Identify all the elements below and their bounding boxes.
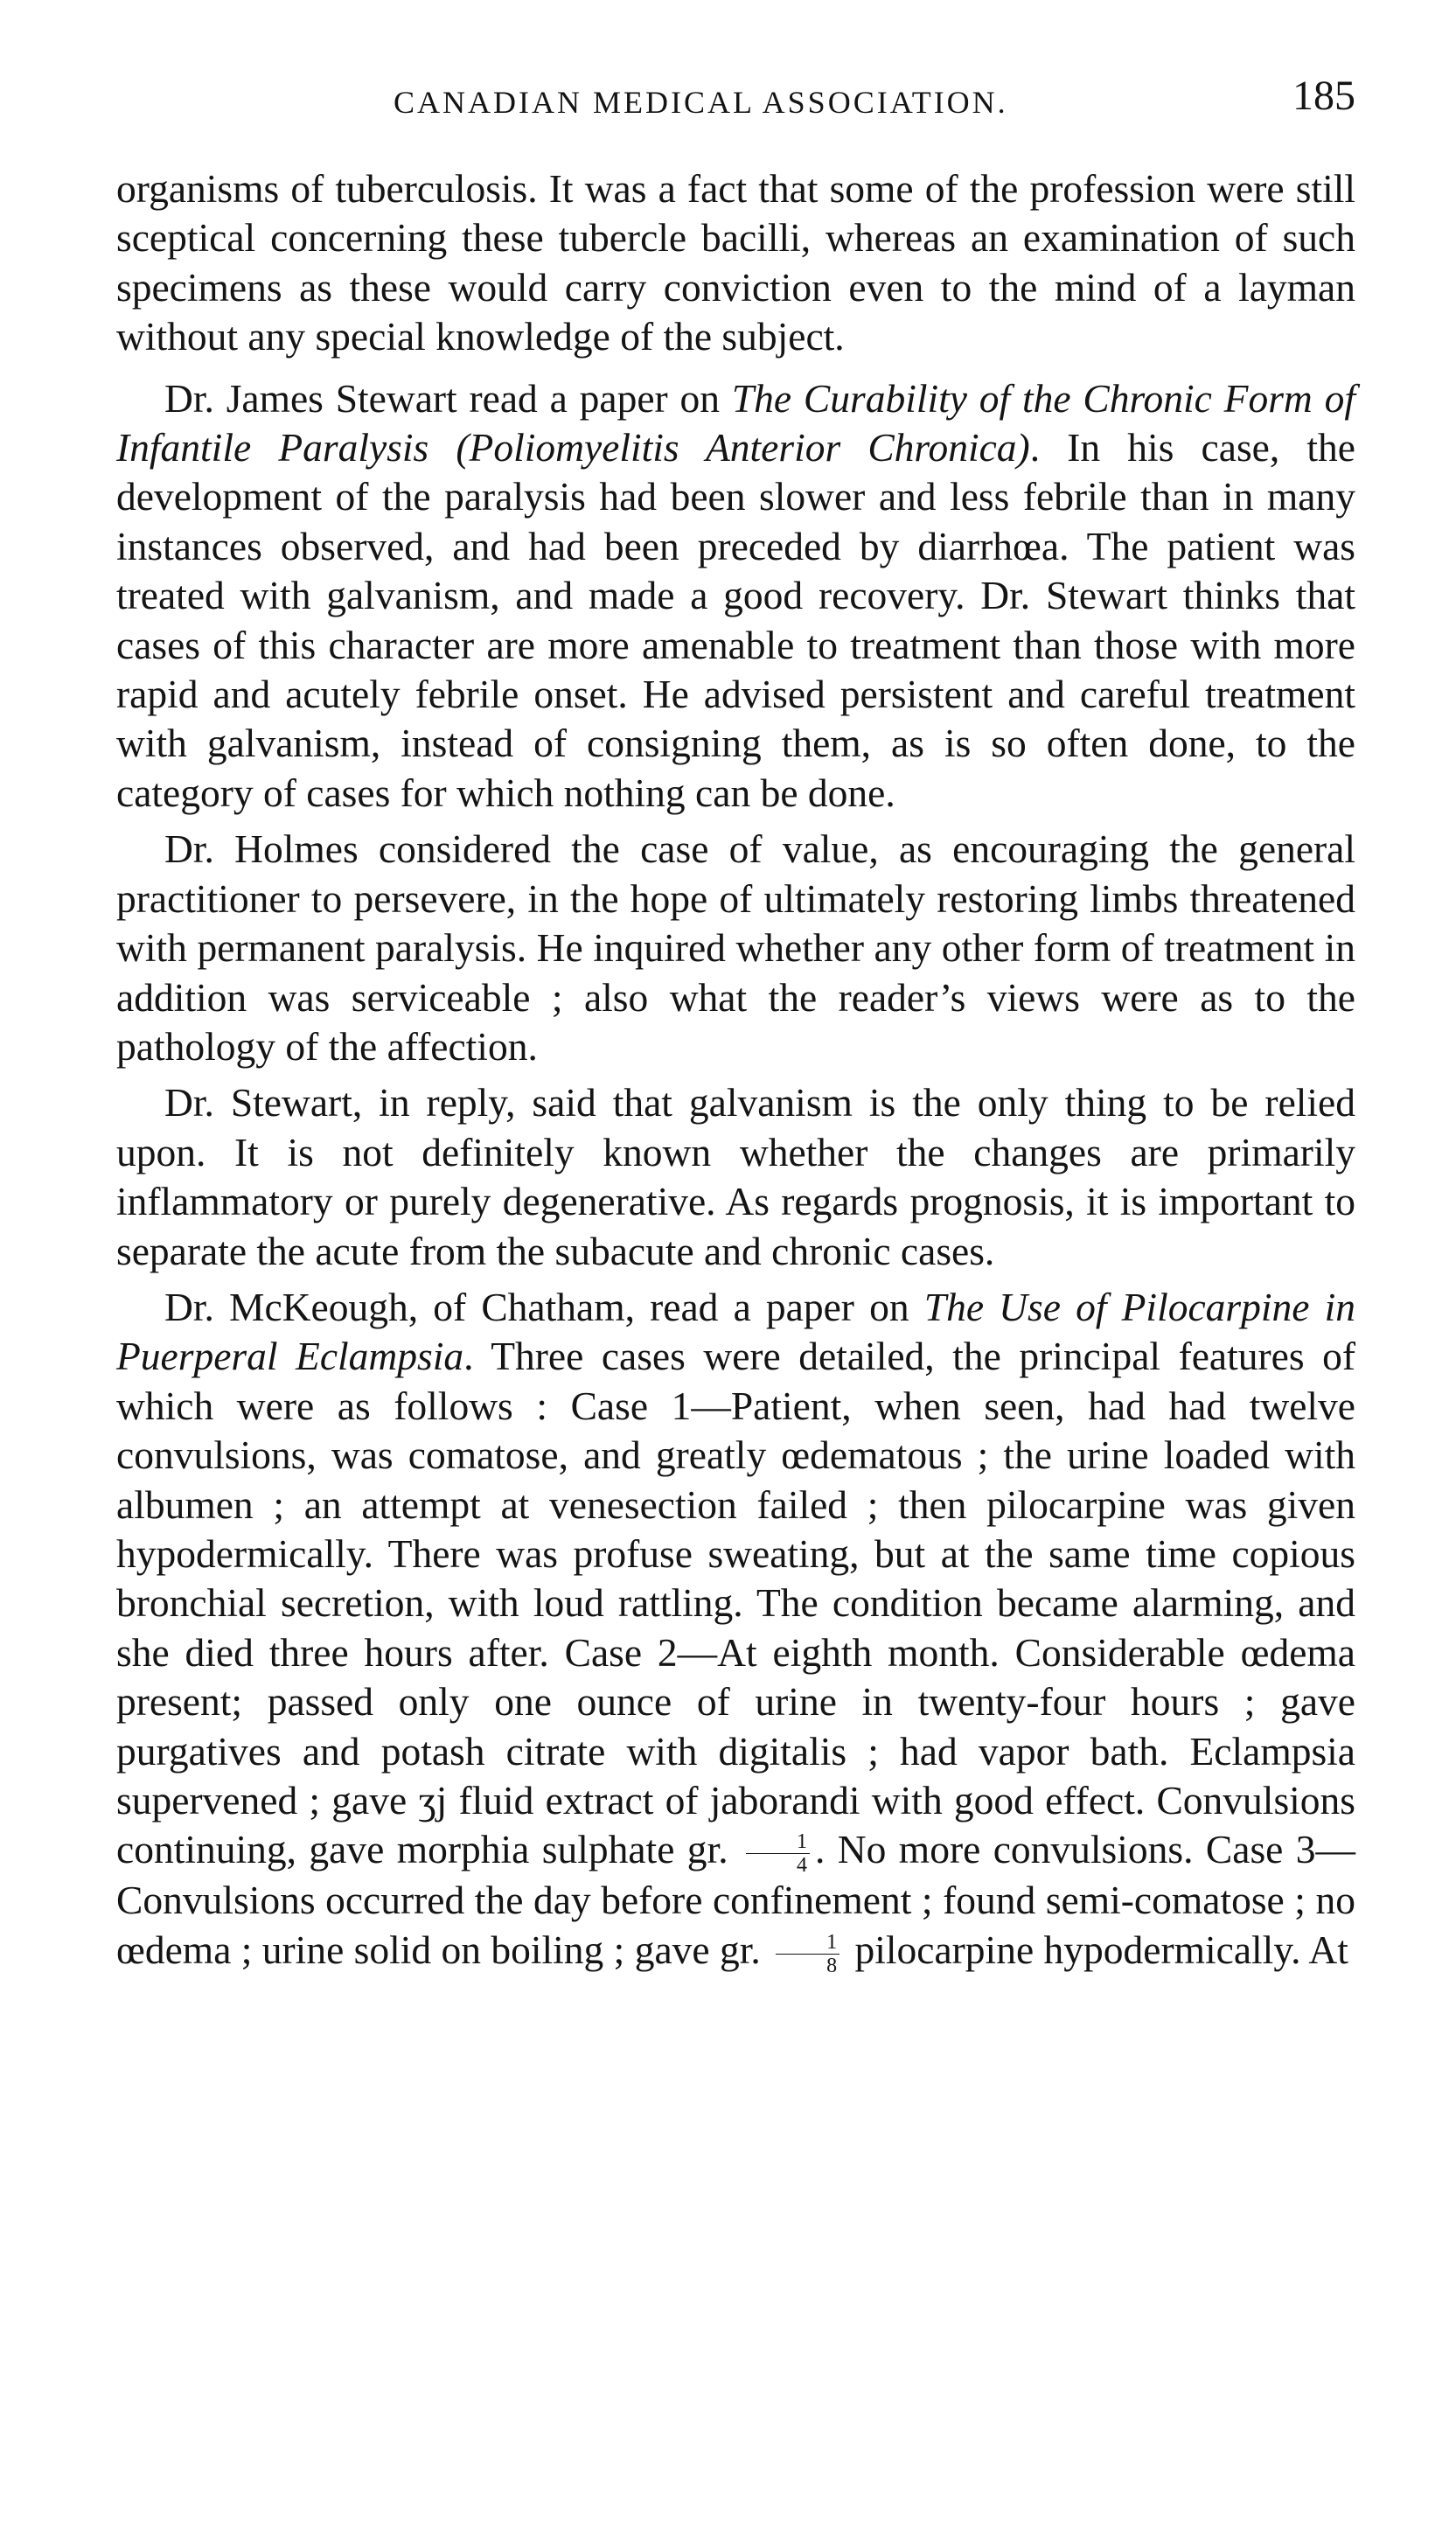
paper-title: The Use of Pilocarpine in Puerperal Eclampsia [116, 1284, 1355, 1379]
fraction-one-quarter [746, 1831, 810, 1876]
paragraph-text: organisms of tuberculosis. It was a fact that some of the profession were still sceptical concerning these tubercle bacilli, whereas an examination of such specimens as these would carry conviction even to the mind of a layman without any special knowledge of the subject. [116, 166, 1355, 359]
page-number: 185 [1292, 73, 1355, 119]
paper-title: The Curability of the Chronic Form of Infantile Paralysis (Poliomyelitis Anterior Chronica) [116, 375, 1355, 470]
fraction-numerator: 1 [776, 1932, 839, 1955]
running-title: CANADIAN MEDICAL ASSOCIATION. [394, 85, 1008, 120]
fraction-one-eighth [776, 1932, 839, 1976]
paragraph-mckeough-paper [116, 1283, 1355, 1976]
fraction-denominator: 8 [826, 1954, 838, 1977]
body-text [116, 164, 1355, 1976]
paragraph-text: Dr. Stewart, in reply, said that galvanism is the only thing to be relied upon. It is not definitely known whether the changes are primarily inflammatory or purely degenerative. As regards prognosis, it is important to separate the acute from the subacute and chronic cases. [116, 1080, 1355, 1273]
paragraph-holmes-comment [116, 825, 1355, 1071]
paragraph-stewart-paper [116, 374, 1355, 819]
paragraph-text: . In his case, the development of the paralysis had been slower and less febrile than in many instances observed, and had been preceded by diarrhœa. The patient was treated with galvanism, and made a good recovery. Dr. Stewart thinks that cases of this character are more amenable to treatment than those with more rapid and acutely febrile onset. He advised persistent and careful treatment with galvanism, instead of consigning them, as is so often done, to the category of cases for which nothing can be done. [116, 425, 1355, 815]
paragraph-text: . No more convulsions. Case 3—Convulsions occurred the day before confinement ; found semi-comatose ; no œdema ; urine solid on boiling ; gave gr. [116, 1827, 1356, 1972]
paragraph-text: . Three cases were detailed, the principal features of which were as follows : Case 1—Patient, when seen, had had twelve convulsions, was comatose, and greatly œdematous ; the urine loaded with albumen ; an attempt at venesection failed ; then pilocarpine was given hypodermically. There was profuse sweating, but at the same time copious bronchial secretion, with loud rattling. The condition became alarming, and she died three hours after. Case 2—At eighth month. Considerable œdema present; passed only one ounce of urine in twenty-four hours ; gave purgatives and potash citrate with digitalis ; had vapor bath. Eclampsia supervened ; gave ʒj fluid extract of jaborandi with good effect. Convulsions continuing, gave morphia sulphate gr. [116, 1334, 1355, 1872]
paragraph-stewart-reply [116, 1078, 1355, 1276]
paragraph-lead: Dr. McKeough, of Chatham, read a paper on [164, 1284, 924, 1329]
paragraph-text: Dr. Holmes considered the case of value, as encouraging the general practitioner to persevere, in the hope of ultimately restoring limbs threatened with permanent paralysis. He inquired whether any other form of treatment in addition was serviceable ; also what the reader’s views were as to the pathology of the affection. [116, 826, 1355, 1069]
paragraph-text: pilocarpine hypodermically. At [854, 1927, 1348, 1972]
fraction-denominator: 4 [797, 1854, 807, 1878]
paragraph-continuation [116, 164, 1355, 367]
paragraph-lead: Dr. James Stewart read a paper on [164, 375, 732, 421]
fraction-numerator: 1 [746, 1831, 810, 1854]
running-head [114, 72, 1355, 133]
